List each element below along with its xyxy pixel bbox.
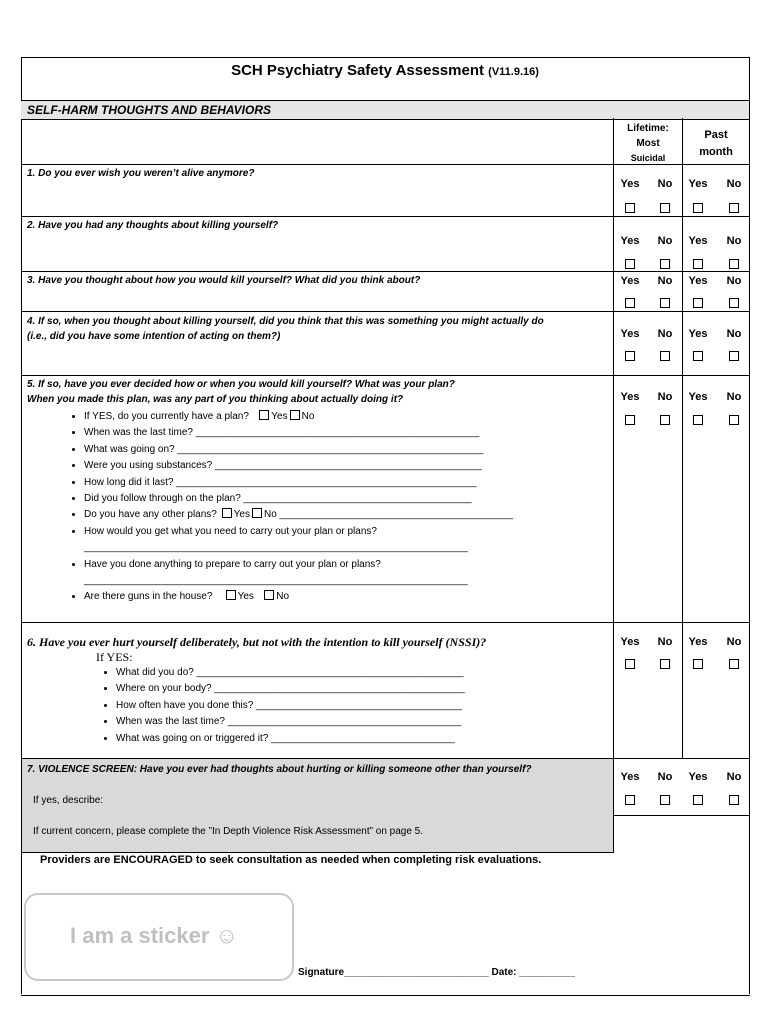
q5-past-month-no-checkbox[interactable] — [729, 415, 739, 425]
row-divider — [613, 815, 750, 816]
q3-lifetime-yes-checkbox[interactable] — [625, 298, 635, 308]
row-divider — [21, 852, 613, 853]
guns-yes-checkbox[interactable] — [226, 590, 236, 600]
question-5: 5. If so, have you ever decided how or when you would kill yourself? What was your plan? When you made this plan, was any part of you thinking about actually doing it? — [27, 379, 455, 405]
table-border-bottom — [21, 995, 750, 996]
sticker-placeholder: I am a sticker ☺ — [24, 893, 294, 981]
col-divider-main — [613, 118, 614, 853]
q4-lifetime-yes-label: Yes — [620, 328, 640, 340]
q7-lifetime-no-label: No — [657, 771, 673, 783]
q1-lifetime-no-checkbox[interactable] — [660, 203, 670, 213]
question-4: 4. If so, when you thought about killing yourself, did you think that this was something you might actually do (i.e., did you have some intention of acting on them?) — [27, 316, 544, 342]
col-divider-lifetime — [682, 118, 683, 758]
question-7-concern: If current concern, please complete the ”In Depth Violence Risk Assessment” on page 5. — [33, 826, 424, 837]
q3-past-month-yes-label: Yes — [688, 275, 708, 287]
q6-past-month-yes-label: Yes — [688, 636, 708, 648]
q3-past-month-no-checkbox[interactable] — [729, 298, 739, 308]
section-header: SELF-HARM THOUGHTS AND BEHAVIORS — [21, 100, 749, 120]
list-item: • Were you using substances? ________________________________________________ — [84, 458, 608, 474]
q6-past-month-no-checkbox[interactable] — [729, 659, 739, 669]
q2-past-month-yes-checkbox[interactable] — [693, 259, 703, 269]
q2-lifetime-yes-checkbox[interactable] — [625, 259, 635, 269]
q2-lifetime-yes-label: Yes — [620, 235, 640, 247]
q7-lifetime-yes-label: Yes — [620, 771, 640, 783]
q6-lifetime-no-checkbox[interactable] — [660, 659, 670, 669]
table-border-left — [21, 57, 22, 994]
q3-past-month-yes-checkbox[interactable] — [693, 298, 703, 308]
q1-lifetime-yes-label: Yes — [620, 178, 640, 190]
question-1: 1. Do you ever wish you weren’t alive anymore? — [27, 168, 255, 179]
list-item: • How often have you done this? _____________________________________ — [116, 698, 560, 714]
q3-lifetime-no-label: No — [657, 275, 673, 287]
past-month-column-header: Past month — [699, 129, 733, 158]
row-divider — [21, 311, 750, 312]
version-label: (V11.9.16) — [488, 66, 539, 78]
q6-lifetime-yes-checkbox[interactable] — [625, 659, 635, 669]
q5-lifetime-no-checkbox[interactable] — [660, 415, 670, 425]
q3-lifetime-yes-label: Yes — [620, 275, 640, 287]
list-item: • When was the last time? ___________________________________________________ — [84, 425, 608, 441]
list-item: • If YES, do you currently have a plan? Yes No — [84, 409, 608, 425]
other-plans-no-checkbox[interactable] — [252, 508, 262, 518]
q3-lifetime-no-checkbox[interactable] — [660, 298, 670, 308]
list-item: • What was going on? _______________________________________________________ — [84, 442, 608, 458]
q4-lifetime-no-label: No — [657, 328, 673, 340]
q6-past-month-yes-checkbox[interactable] — [693, 659, 703, 669]
q4-past-month-no-checkbox[interactable] — [729, 351, 739, 361]
question-6-followups — [100, 665, 560, 747]
q2-past-month-yes-label: Yes — [688, 235, 708, 247]
providers-note: Providers are ENCOURAGED to seek consultation as needed when completing risk evaluations. — [40, 854, 542, 866]
question-6-if-yes: If YES: — [96, 650, 133, 664]
plan-no-checkbox[interactable] — [290, 410, 300, 420]
row-divider — [21, 271, 750, 272]
q6-past-month-no-label: No — [726, 636, 742, 648]
question-7: 7. VIOLENCE SCREEN: Have you ever had thoughts about hurting or killing someone other than yourself? — [27, 764, 532, 775]
q6-lifetime-yes-label: Yes — [620, 636, 640, 648]
q7-past-month-no-label: No — [726, 771, 742, 783]
q7-lifetime-yes-checkbox[interactable] — [625, 795, 635, 805]
q3-past-month-no-label: No — [726, 275, 742, 287]
list-item: • How long did it last? ______________________________________________________ — [84, 475, 608, 491]
question-6: 6. Have you ever hurt yourself deliberately, but not with the intention to kill yourself (NSSI)? — [27, 635, 487, 649]
guns-no-checkbox[interactable] — [264, 590, 274, 600]
q2-past-month-no-label: No — [726, 235, 742, 247]
q1-lifetime-yes-checkbox[interactable] — [625, 203, 635, 213]
q7-past-month-no-checkbox[interactable] — [729, 795, 739, 805]
row-divider — [21, 375, 750, 376]
q7-lifetime-no-checkbox[interactable] — [660, 795, 670, 805]
q4-past-month-no-label: No — [726, 328, 742, 340]
row-divider — [21, 164, 750, 165]
q4-lifetime-yes-checkbox[interactable] — [625, 351, 635, 361]
plan-yes-checkbox[interactable] — [259, 410, 269, 420]
q7-past-month-yes-checkbox[interactable] — [693, 795, 703, 805]
list-item: • When was the last time? __________________________________________ — [116, 714, 560, 730]
row-divider — [21, 622, 750, 623]
q4-past-month-yes-label: Yes — [688, 328, 708, 340]
q1-past-month-yes-checkbox[interactable] — [693, 203, 703, 213]
q5-lifetime-no-label: No — [657, 391, 673, 403]
list-item: • What did you do? ________________________________________________ — [116, 665, 560, 681]
list-item: • Do you have any other plans? Yes No __________________________________________ — [84, 507, 608, 523]
question-7-describe: If yes, describe: — [33, 795, 104, 806]
q5-lifetime-yes-checkbox[interactable] — [625, 415, 635, 425]
signature-line: Signature__________________________ Date: __________ — [298, 967, 575, 978]
q5-past-month-yes-checkbox[interactable] — [693, 415, 703, 425]
q4-past-month-yes-checkbox[interactable] — [693, 351, 703, 361]
list-item: • How would you get what you need to carry out your plan or plans? _____________________________________________________________________ — [84, 524, 608, 557]
q1-past-month-no-checkbox[interactable] — [729, 203, 739, 213]
q4-lifetime-no-checkbox[interactable] — [660, 351, 670, 361]
q2-lifetime-no-checkbox[interactable] — [660, 259, 670, 269]
row-divider — [21, 216, 750, 217]
lifetime-column-header: Lifetime: Most Suicidal — [627, 123, 669, 163]
q1-past-month-no-label: No — [726, 178, 742, 190]
question-5-followups — [68, 409, 608, 606]
list-item: • Are there guns in the house? Yes No — [84, 589, 608, 605]
q1-lifetime-no-label: No — [657, 178, 673, 190]
table-border-top — [21, 57, 750, 58]
page-title: SCH Psychiatry Safety Assessment (V11.9.16) — [231, 62, 539, 79]
question-3: 3. Have you thought about how you would kill yourself? What did you think about? — [27, 275, 421, 286]
list-item: • Have you done anything to prepare to carry out your plan or plans? _____________________________________________________________________ — [84, 557, 608, 590]
q6-lifetime-no-label: No — [657, 636, 673, 648]
question-2: 2. Have you had any thoughts about killing yourself? — [27, 220, 279, 231]
q7-past-month-yes-label: Yes — [688, 771, 708, 783]
table-border-right — [749, 57, 750, 994]
q2-past-month-no-checkbox[interactable] — [729, 259, 739, 269]
q1-past-month-yes-label: Yes — [688, 178, 708, 190]
q5-past-month-yes-label: Yes — [688, 391, 708, 403]
list-item: • Did you follow through on the plan? _________________________________________ — [84, 491, 608, 507]
q5-lifetime-yes-label: Yes — [620, 391, 640, 403]
list-item: • Where on your body? _____________________________________________ — [116, 681, 560, 697]
other-plans-yes-checkbox[interactable] — [222, 508, 232, 518]
q5-past-month-no-label: No — [726, 391, 742, 403]
list-item: • What was going on or triggered it? _________________________________ — [116, 731, 560, 747]
q2-lifetime-no-label: No — [657, 235, 673, 247]
